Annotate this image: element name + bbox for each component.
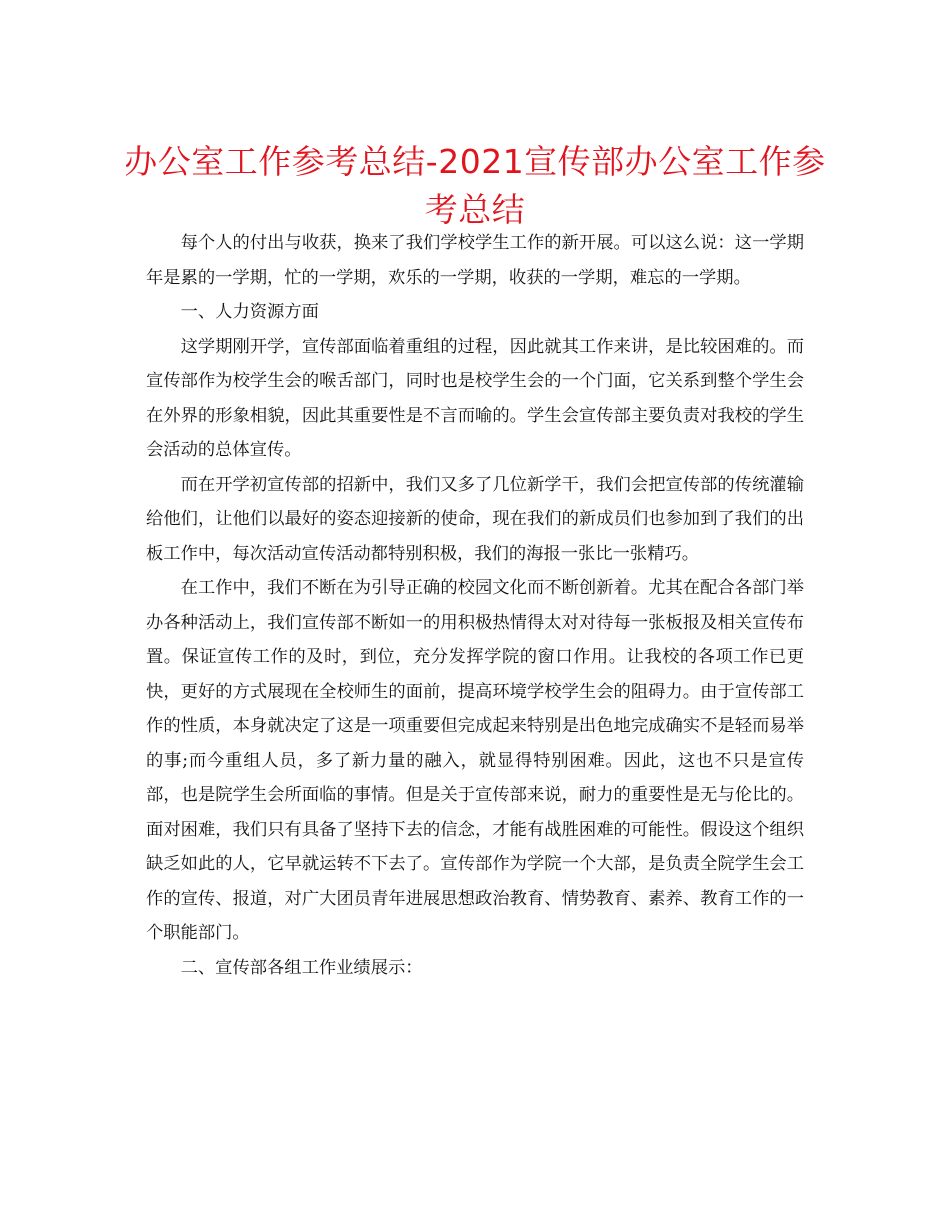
document-body: [146, 226, 804, 985]
paragraph-work-innovation: 在工作中，我们不断在为引导正确的校园文化而不断创新着。尤其在配合各部门举办各种活动上，我们宣传部不断如一的用积极热情得太对对待每一张板报及相关宣传布置。保证宣传工作的及时，到位，充分发挥学院的窗口作用。让我校的各项工作已更快，更好的方式展现在全校师生的面前，提高环境学校学生会的阻碍力。由于宣传部工作的性质，本身就决定了这是一项重要但完成起来特别是出色地完成确实不是轻而易举的事;而今重组人员，多了新力量的融入，就显得特别困难。因此，这也不只是宣传部，也是院学生会所面临的事情。但是关于宣传部来说，耐力的重要性是无与伦比的。面对困难，我们只有具备了坚持下去的信念，才能有战胜困难的可能性。假设这个组织缺乏如此的人，它早就运转不下去了。宣传部作为学院一个大部，是负责全院学生会工作的宣传、报道，对广大团员青年进展思想政治教育、情势教育、素养、教育工作的一个职能部门。: [146, 578, 804, 943]
paragraph-recruitment: 而在开学初宣传部的招新中，我们又多了几位新学干，我们会把宣传部的传统灌输给他们，让他们以最好的姿态迎接新的使命，现在我们的新成员们也参加到了我们的出板工作中，每次活动宣传活动都特别积极，我们的海报一张比一张精巧。: [146, 474, 804, 564]
section-heading-achievements: 二、宣传部各组工作业绩展示：: [180, 957, 423, 978]
document-title: 办公室工作参考总结-2021宣传部办公室工作参考总结: [124, 142, 826, 229]
paragraph-intro: 每个人的付出与收获，换来了我们学校学生工作的新开展。可以这么说：这一学期年是累的一学期，忙的一学期，欢乐的一学期，收获的一学期，难忘的一学期。: [146, 233, 804, 288]
section-heading-human-resources: 一、人力资源方面: [180, 302, 319, 322]
paragraph-restructuring: 这学期刚开学，宣传部面临着重组的过程，因此就其工作来讲，是比较困难的。而宣传部作为校学生会的喉舌部门，同时也是校学生会的一个门面，它关系到整个学生会在外界的形象相貌，因此其重要性是不言而喻的。学生会宣传部主要负责对我校的学生会活动的总体宣传。: [146, 336, 804, 460]
